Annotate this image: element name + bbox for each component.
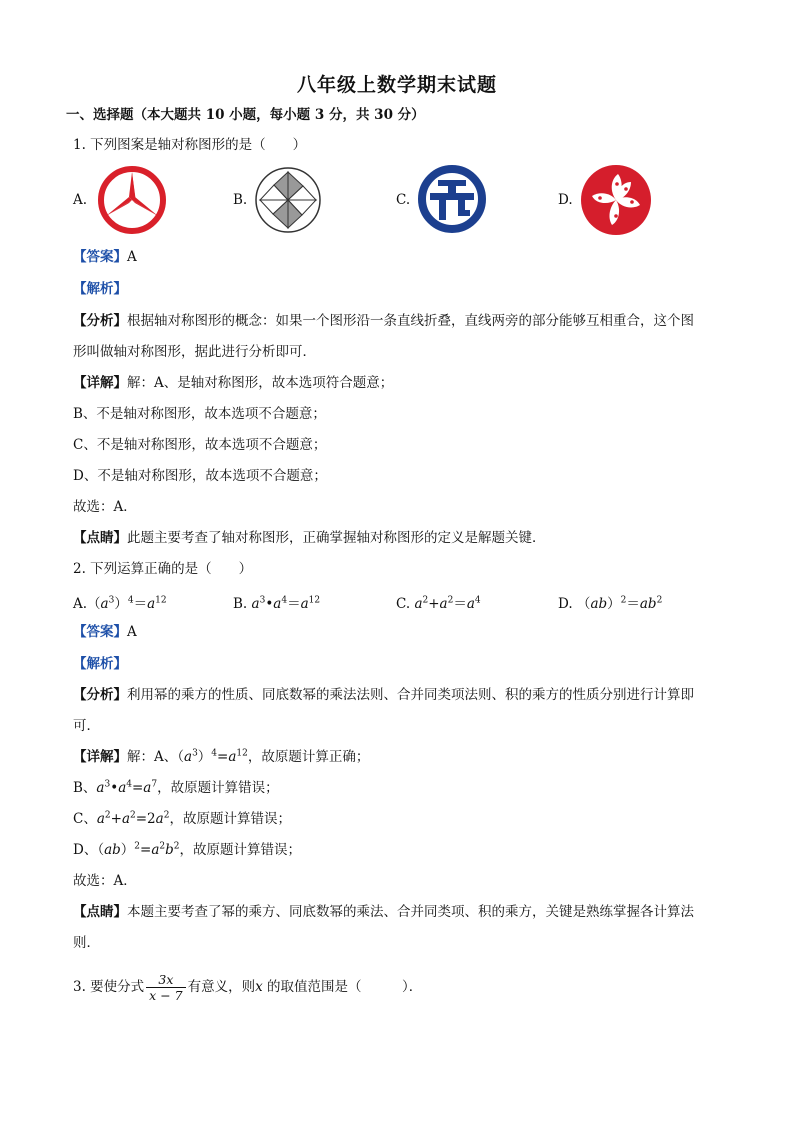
q3-stem-middle: 有意义，则 <box>187 979 256 995</box>
q1-detail-line-2: B、不是轴对称图形，故本选项不合题意； <box>73 406 326 422</box>
q2-option-b: B. $a^3•a^4=a^{12}$ <box>233 595 321 612</box>
detail-tag: 【详解】 <box>73 749 127 765</box>
q3-variable: x <box>255 979 263 995</box>
q2-fenxi-line-2: 可． <box>73 718 100 734</box>
answer-value: A <box>127 249 137 265</box>
q3-stem-prefix: 3. 要使分式 <box>73 979 145 995</box>
analysis-tag: 【解析】 <box>73 656 127 672</box>
fenxi-tag: 【分析】 <box>73 313 127 329</box>
q1-choose: 故选：A． <box>73 499 137 515</box>
q1-analysis-heading <box>73 280 127 298</box>
fraction-denominator: x − 7 <box>149 988 183 1003</box>
q2-detail-a: 【详解】解：A、$(a^3)^4=a^{12}$，故原题计算正确； <box>73 748 370 765</box>
q2-option-b-label: B. <box>233 596 248 612</box>
q2-option-d: D. $(ab)^2=ab^2$ <box>558 595 663 612</box>
q1-option-d-label: D. <box>558 192 573 208</box>
q2-answer <box>73 623 137 641</box>
dianjing-tag: 【点睛】 <box>73 530 127 546</box>
section-heading: 一、选择题（本大题共 10 小题，每小题 3 分，共 30 分） <box>66 107 425 123</box>
q2-detail-c: C、$a^2+a^2=2a^2$，故原题计算错误； <box>73 810 291 827</box>
detail-c-suffix: ，故原题计算错误； <box>169 811 291 827</box>
q2-dianjing-line-2: 则． <box>73 935 100 951</box>
q1-answer <box>73 248 137 266</box>
q1-stem: 1. 下列图案是轴对称图形的是（ ） <box>73 137 307 153</box>
detail-tag: 【详解】 <box>73 375 127 391</box>
three-pointed-star-icon <box>96 164 168 236</box>
q2-dianjing-line-1 <box>73 903 694 921</box>
q2-detail-d: D、$(ab)^2=a^2b^2$，故原题计算错误； <box>73 841 302 858</box>
q1-fenxi-line-1 <box>73 312 694 330</box>
q2-option-c: C. $a^2+a^2=a^4$ <box>396 595 481 612</box>
fraction-numerator: 3x <box>146 972 185 988</box>
answer-tag: 【答案】 <box>73 624 127 640</box>
dianjing-text: 本题主要考查了幂的乘方、同底数幂的乘法、合并同类项、积的乘方，关键是熟练掌握各计算法 <box>127 904 694 920</box>
fenxi-tag: 【分析】 <box>73 687 127 703</box>
bauhinia-flag-icon <box>580 164 652 236</box>
q2-option-d-label: D. <box>558 596 573 612</box>
q1-detail-line-3: C、不是轴对称图形，故本选项不合题意； <box>73 437 327 453</box>
detail-b-prefix: B、 <box>73 780 97 796</box>
fenxi-text: 利用幂的乘方的性质、同底数幂的乘法法则、合并同类项法则、积的乘方的性质分别进行计算即 <box>127 687 694 703</box>
fenxi-text: 根据轴对称图形的概念：如果一个图形沿一条直线折叠，直线两旁的部分能够互相重合，这个图 <box>127 313 694 329</box>
q1-option-b-label: B. <box>233 192 248 208</box>
detail-d-prefix: D、 <box>73 842 98 858</box>
page-title: 八年级上数学期末试题 <box>296 74 497 96</box>
railway-logo-icon <box>416 163 488 235</box>
dianjing-tag: 【点睛】 <box>73 904 127 920</box>
detail-d-suffix: ，故原题计算错误； <box>179 842 302 858</box>
q1-detail-line-4: D、不是轴对称图形，故本选项不合题意； <box>73 468 327 484</box>
q3-stem-suffix: 的取值范围是（ ）． <box>262 979 423 995</box>
detail-c-prefix: C、 <box>73 811 97 827</box>
q2-option-a: $A.(a^3)^4=a^{12}$ <box>73 595 167 612</box>
q2-analysis-heading <box>73 655 127 673</box>
q2-fenxi-line-1 <box>73 686 694 704</box>
q2-stem: 2. 下列运算正确的是（ ） <box>73 561 253 577</box>
q1-detail-line-1 <box>73 374 393 392</box>
q3-fraction <box>146 972 185 1003</box>
detail-b-suffix: ，故原题计算错误； <box>157 780 279 796</box>
answer-tag: 【答案】 <box>73 249 127 265</box>
q2-option-a-label: A. <box>73 596 88 612</box>
answer-value: A <box>127 624 137 640</box>
detail-text: 解：A、是轴对称图形，故本选项符合题意； <box>127 375 394 391</box>
q2-option-c-label: C. <box>396 596 411 612</box>
detail-a-prefix: 解：A、 <box>127 749 178 765</box>
q1-option-a-label: A. <box>73 192 88 208</box>
q1-dianjing <box>73 529 546 547</box>
dianjing-text: 此题主要考查了轴对称图形，正确掌握轴对称图形的定义是解题关键． <box>127 530 546 546</box>
q3-stem <box>73 972 422 1003</box>
q1-fenxi-line-2: 形叫做轴对称图形，据此进行分析即可． <box>73 344 316 360</box>
detail-a-suffix: ，故原题计算正确； <box>247 749 370 765</box>
analysis-tag: 【解析】 <box>73 281 127 297</box>
q2-detail-b: B、$a^3•a^4=a^7$，故原题计算错误； <box>73 779 279 796</box>
pinwheel-icon <box>253 165 323 235</box>
q1-option-c-label: C. <box>396 192 411 208</box>
q2-choose: 故选：A． <box>73 873 137 889</box>
